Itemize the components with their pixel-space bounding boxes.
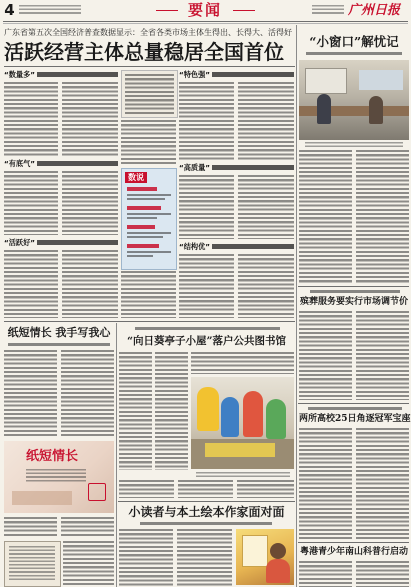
section-decoration	[156, 10, 178, 11]
body-text	[356, 428, 409, 539]
body-text	[62, 171, 118, 235]
header-divider	[3, 21, 408, 22]
photo-detail	[242, 535, 268, 567]
infobox-caption	[127, 251, 171, 253]
window-article-headline: “小窗口”解忧记	[309, 34, 399, 49]
body-text	[61, 350, 114, 438]
window-article-photo	[299, 60, 409, 140]
photo-detail	[359, 70, 403, 90]
body-text	[4, 171, 58, 235]
body-text	[178, 480, 233, 498]
body-text	[177, 529, 232, 587]
body-text	[63, 541, 114, 587]
lead-subhead	[4, 70, 118, 79]
infobox-figure	[127, 206, 161, 210]
body-text	[356, 150, 409, 283]
section-divider	[298, 542, 409, 543]
body-text	[119, 529, 173, 587]
photo-detail	[270, 543, 286, 559]
photo-detail	[317, 94, 331, 124]
photo-detail	[299, 106, 409, 116]
photo-detail	[266, 399, 286, 439]
body-text	[179, 175, 234, 239]
editor-credits	[19, 5, 81, 16]
body-text	[62, 250, 118, 318]
infobox-caption	[127, 217, 157, 219]
lead-subhead	[4, 159, 118, 168]
body-text	[119, 352, 152, 470]
subhead-text	[212, 165, 294, 170]
body-text	[4, 350, 57, 438]
body-text	[4, 82, 58, 156]
lead-subhead	[179, 163, 294, 172]
infobox-caption	[127, 236, 163, 238]
body-text	[356, 561, 409, 587]
library-article-photo	[191, 377, 294, 469]
photo-detail	[12, 491, 72, 505]
photo-caption	[196, 472, 290, 477]
infobox-figure	[127, 244, 159, 248]
body-text	[9, 546, 55, 582]
infobox-figure	[127, 187, 157, 191]
section-divider	[4, 321, 295, 322]
body-text	[356, 311, 409, 400]
masthead-logo: 广州日报	[348, 3, 401, 18]
window-article-subtitle	[306, 52, 402, 55]
body-text	[179, 254, 234, 318]
subhead-tag: “有底气”	[4, 159, 36, 168]
lead-sidebar-box	[121, 70, 178, 118]
column-divider	[296, 25, 297, 587]
price-article-kicker	[310, 290, 400, 293]
science-article-headline: 粤港青少年南山科普行启动	[299, 547, 408, 557]
subhead-text	[37, 240, 118, 245]
subhead-text	[37, 161, 118, 166]
photo-detail	[221, 397, 239, 437]
library-article-headline: “向日葵亭子小屋”落户公共图书馆	[126, 335, 287, 347]
subhead-text	[212, 244, 294, 249]
body-text	[4, 517, 57, 538]
body-text	[119, 480, 174, 498]
infobox-caption	[127, 194, 171, 196]
headline-divider	[4, 66, 295, 67]
lead-subhead	[4, 238, 118, 247]
subhead-tag: “高质量”	[179, 163, 211, 172]
subhead-tag: “活跃好”	[4, 238, 36, 247]
subhead-tag: “结构优”	[179, 242, 211, 251]
body-text	[62, 82, 118, 156]
photo-detail	[243, 391, 263, 437]
photo-detail	[369, 96, 383, 124]
body-text	[61, 517, 114, 538]
photo-detail	[205, 443, 275, 457]
section-decoration	[233, 10, 255, 11]
subhead-tag: “特色强”	[179, 70, 211, 79]
photo-caption	[305, 142, 403, 147]
body-text	[191, 352, 294, 374]
page-number: 4	[4, 1, 15, 19]
infobox-title: 数说	[125, 172, 147, 183]
lead-subhead	[179, 242, 294, 251]
stamp-icon	[88, 483, 106, 501]
header-divider	[3, 23, 408, 24]
letter-article-subtitle	[8, 343, 110, 346]
lead-kicker: 广东省第五次全国经济普查数据显示：全省各类市场主体生得出、长得大、活得好	[4, 28, 292, 37]
photo-detail	[197, 387, 219, 431]
letter-article-photo	[4, 441, 114, 513]
infobox-caption	[127, 213, 171, 215]
section-divider	[298, 286, 409, 287]
debate-article-headline: 两所高校25日角逐冠军宝座	[299, 414, 411, 424]
body-text	[155, 352, 188, 470]
section-title: 要闻	[187, 1, 222, 19]
body-text	[238, 82, 294, 160]
data-infobox	[121, 168, 177, 270]
notice-box	[4, 541, 61, 587]
body-text	[238, 175, 294, 239]
body-text	[299, 311, 352, 400]
body-text	[237, 480, 294, 498]
body-text	[125, 74, 174, 114]
section-divider	[298, 403, 409, 404]
picturebook-article-headline: 小读者与本土绘本作家面对面	[128, 505, 285, 519]
letter-article-headline: 纸短情长 我手写我心	[7, 326, 111, 339]
body-text	[238, 254, 294, 318]
body-text	[4, 250, 58, 318]
infobox-caption	[127, 232, 171, 234]
body-text	[179, 82, 234, 160]
section-divider	[118, 501, 295, 502]
library-article-kicker	[135, 327, 280, 330]
lead-subhead	[179, 70, 294, 79]
picturebook-article-subtitle	[140, 522, 272, 525]
infobox-caption	[127, 198, 165, 200]
infobox-caption	[127, 255, 153, 257]
column-divider	[116, 323, 117, 587]
photo-detail	[26, 469, 86, 483]
lead-headline: 活跃经营主体总量稳居全国首位	[4, 40, 284, 64]
picturebook-article-photo	[236, 529, 294, 585]
body-text	[299, 150, 352, 283]
subhead-tag: “数量多”	[4, 70, 36, 79]
infobox-figure	[127, 225, 155, 229]
photo-lettering: 纸短情长	[26, 449, 79, 464]
price-article-headline: 殡葬服务要实行市场调节价	[299, 297, 408, 307]
issue-date	[312, 5, 344, 16]
subhead-text	[37, 72, 118, 77]
photo-detail	[266, 559, 290, 583]
debate-article-kicker	[308, 407, 402, 410]
subhead-text	[212, 72, 294, 77]
body-text	[121, 271, 176, 318]
body-text	[299, 428, 352, 539]
photo-detail	[305, 68, 347, 94]
body-text	[121, 120, 176, 165]
body-text	[299, 561, 352, 587]
